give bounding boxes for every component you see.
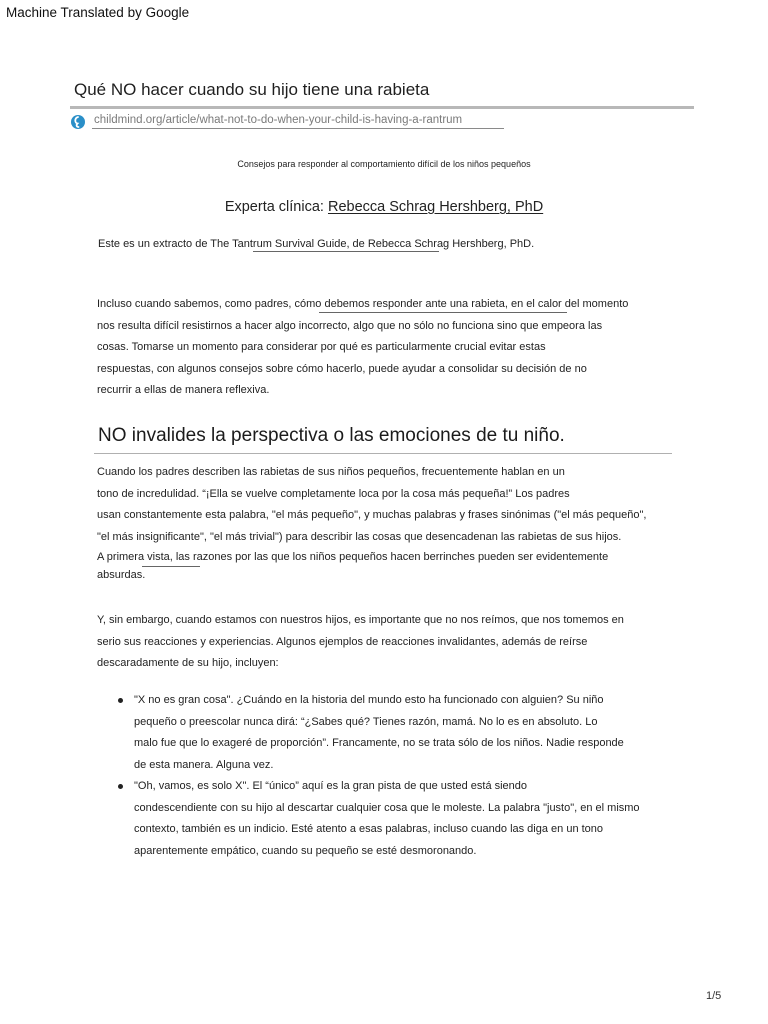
paragraph-line: absurdas.	[97, 569, 146, 581]
list-item	[118, 690, 688, 776]
paragraph-line: nos resulta difícil resistirnos a hacer algo incorrecto, algo que no sólo no funciona sino que empeora las	[97, 319, 603, 332]
article-subtitle: Consejos para responder al comportamiento difícil de los niños pequeños	[237, 159, 531, 169]
paragraph-line: "el más insignificante", "el más trivial") para describir las cosas que desencadenan las rabietas de sus hijos.	[97, 530, 622, 543]
translation-banner: Machine Translated by Google	[6, 5, 190, 20]
link-underline	[92, 128, 504, 129]
childmind-logo-icon	[70, 114, 86, 130]
list-item-line: aparentemente empático, cuando su pequeño se esté desmoronando.	[134, 844, 477, 857]
list-item-line: condescendiente con su hijo al descartar cualquier cosa que le moleste. La palabra "justo", en el mismo	[134, 801, 640, 814]
expert-name-link[interactable]: Rebecca Schrag Hershberg, PhD	[327, 199, 544, 215]
link-underline	[142, 566, 200, 567]
paragraph-line: tono de incredulidad. “¡Ella se vuelve completamente loca por la cosa más pequeña!” Los padres	[97, 487, 570, 500]
list-item-line: de esta manera. Alguna vez.	[134, 758, 274, 771]
intro-paragraph	[97, 294, 628, 402]
title-divider	[70, 106, 694, 109]
paragraph-line: Y, sin embargo, cuando estamos con nuestros hijos, es importante que no nos reímos, que nos tomemos en	[97, 614, 624, 626]
list-item-line: malo fue que lo exageré de proporción”. Francamente, no se trata sólo de los niños. Nadie responde	[134, 737, 624, 749]
bullet-list	[118, 690, 688, 862]
link-underline	[319, 312, 567, 313]
examples-intro-paragraph	[97, 610, 624, 675]
list-item-line: pequeño o preescolar nunca dirá: “¿Sabes qué? Tienes razón, mamá. No lo es en absoluto. Lo	[134, 715, 598, 728]
excerpt-note: Este es un extracto de The Tantrum Survival Guide, de Rebecca Schrag Hershberg, PhD.	[98, 238, 535, 250]
list-item-line: contexto, también es un indicio. Esté atento a esas palabras, incluso cuando las diga en un tono	[134, 823, 604, 835]
page-title: Qué NO hacer cuando su hijo tiene una rabieta	[74, 80, 430, 99]
list-item-line: "Oh, vamos, es solo X". El “único” aquí es la gran pista de que usted está siendo	[134, 780, 528, 792]
section-heading: NO invalides la perspectiva o las emociones de tu niño.	[98, 425, 565, 446]
list-item-line: "X no es gran cosa". ¿Cuándo en la historia del mundo esto ha funcionado con alguien? Su niño	[134, 694, 604, 706]
paragraph-line: Incluso cuando sabemos, como padres, cómo debemos responder ante una rabieta, en el calor del momento	[97, 298, 629, 310]
expert-label: Experta clínica:	[224, 199, 328, 215]
page-number: 1/5	[706, 990, 722, 1002]
list-item	[118, 776, 688, 862]
paragraph-line: respuestas, con algunos consejos sobre cómo hacerlo, puede ayudar a consolidar su decisión de no	[97, 362, 587, 375]
paragraph-line: Cuando los padres describen las rabietas de sus niños pequeños, frecuentemente hablan en un	[97, 466, 565, 478]
paragraph-line: usan constantemente esta palabra, "el más pequeño", y muchas palabras y frases sinónimas ("el más pequeño",	[97, 509, 647, 521]
paragraph-line: serio sus reacciones y experiencias. Algunos ejemplos de reacciones invalidantes, además de reírse	[97, 635, 588, 648]
expert-line	[0, 199, 768, 215]
paragraph-line: recurrir a ellas de manera reflexiva.	[97, 384, 270, 396]
paragraph-line: A primera vista, las razones por las que los niños pequeños hacen berrinches pueden ser evidentemente	[97, 551, 609, 563]
section-divider	[94, 453, 672, 454]
paragraph-line: cosas. Tomarse un momento para considerar por qué es particularmente crucial evitar estas	[97, 341, 546, 353]
link-underline	[253, 251, 439, 252]
source-link-row[interactable]	[70, 113, 670, 131]
bullet-icon	[118, 698, 123, 703]
source-url-link[interactable]: childmind.org/article/what-not-to-do-when-your-child-is-having-a-rantrum	[94, 114, 463, 126]
bullet-icon	[118, 784, 123, 789]
paragraph-line: descaradamente de su hijo, incluyen:	[97, 657, 279, 669]
